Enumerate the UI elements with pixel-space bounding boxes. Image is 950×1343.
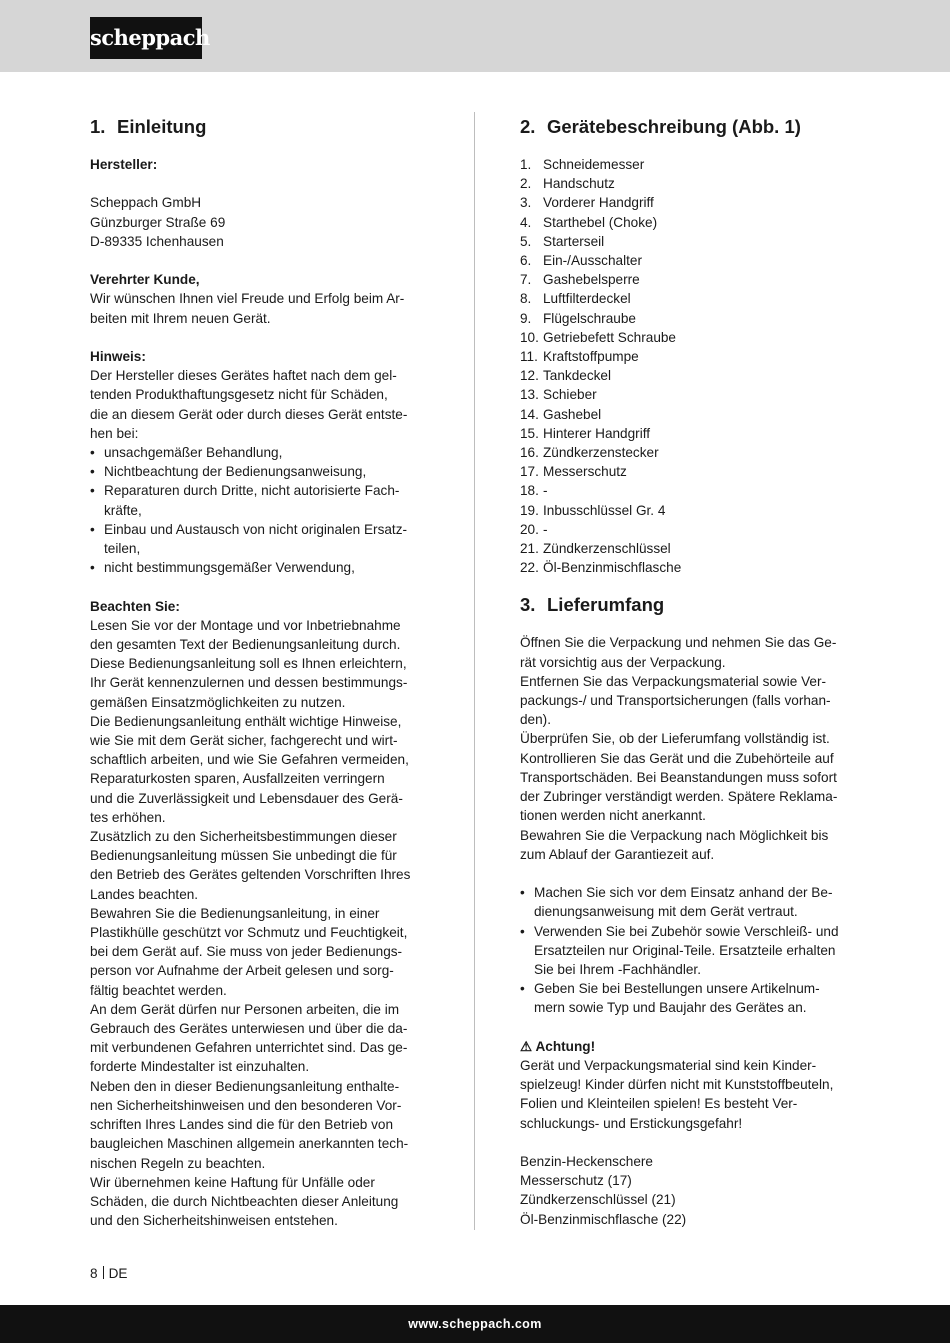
part-item: [520, 155, 860, 174]
list-item: [520, 883, 860, 921]
list-item-line: • unsachgemäßer Behandlung,: [104, 445, 283, 460]
text-line: mit verbundenen Gefahren unterrichtet sind. Das ge-: [90, 1040, 408, 1056]
text-line: baugleichen Maschinen allgemein anerkannten tech-: [90, 1136, 409, 1152]
part-label: Tankdeckel: [543, 368, 612, 384]
text-line: Landes beachten.: [90, 886, 199, 902]
text-line: Bedienungsanleitung müssen Sie unbedingt die für: [90, 848, 397, 864]
part-item: [520, 462, 860, 481]
text-line: Wir wünschen Ihnen viel Freude und Erfolg beim Ar-: [90, 291, 405, 307]
text-line: zum Ablauf der Garantiezeit auf.: [520, 846, 715, 862]
contents-item: Zündkerzenschlüssel (21): [520, 1192, 676, 1208]
list-item-line: Sie bei Ihrem -Fachhändler.: [534, 961, 701, 977]
text-line: der Zubringer verständigt werden. Spätere Reklama-: [520, 789, 838, 805]
section-number: 1.: [90, 116, 106, 137]
text-line: hen bei:: [90, 425, 139, 441]
text-line: und den Sicherheitshinweisen entstehen.: [90, 1213, 338, 1229]
list-item: [520, 979, 860, 1017]
page-number: [90, 1265, 127, 1283]
text-line: den).: [520, 712, 551, 728]
part-number: 12.: [520, 368, 539, 384]
list-item: [520, 922, 860, 980]
warning-icon: ⚠: [520, 1038, 533, 1054]
text-line: Reparaturkosten sparen, Ausfallzeiten verringern: [90, 771, 385, 787]
text-line: Entfernen Sie das Verpackungsmaterial sowie Ver-: [520, 673, 827, 689]
text-line: person vor Aufnahme der Arbeit gelesen und sorg-: [90, 963, 394, 979]
part-label: Öl-Benzinmischflasche: [543, 560, 682, 576]
section-title: Lieferumfang: [547, 594, 665, 616]
part-item: [520, 347, 860, 366]
greeting-text: [90, 289, 430, 327]
text-line: Bewahren Sie die Bedienungsanleitung, in einer: [90, 905, 380, 921]
text-line: Ihr Gerät kennenzulernen und dessen bestimmungs-: [90, 675, 408, 691]
section-number: 2.: [520, 116, 536, 137]
part-item: [520, 385, 860, 404]
text-line: An dem Gerät dürfen nur Personen arbeiten, die im: [90, 1001, 400, 1017]
delivery-bullets: [520, 883, 860, 1017]
address-line: D-89335 Ichenhausen: [90, 233, 224, 249]
part-number: 6.: [520, 253, 532, 269]
text-line: spielzeug! Kinder dürfen nicht mit Kunststoffbeuteln,: [520, 1077, 834, 1093]
part-label: Hinterer Handgriff: [543, 425, 651, 441]
contents-item: Benzin-Heckenschere: [520, 1153, 653, 1169]
part-number: 20.: [520, 521, 539, 537]
part-item: [520, 558, 860, 577]
part-label: Zündkerzenschlüssel: [543, 541, 671, 557]
part-number: 11.: [520, 349, 538, 365]
text-line: Schäden, die durch Nichtbeachten dieser Anleitung: [90, 1193, 399, 1209]
parts-list: [520, 155, 860, 577]
text-line: gemäßen Einsatzmöglichkeiten zu nutzen.: [90, 694, 346, 710]
delivery-contents: [520, 1152, 860, 1229]
manufacturer-address: [90, 193, 430, 251]
address-line: Scheppach GmbH: [90, 195, 202, 211]
warning-text: [520, 1056, 860, 1133]
text-line: Zusätzlich zu den Sicherheitsbestimmungen dieser: [90, 829, 397, 845]
part-number: 22.: [520, 560, 539, 576]
list-item-line: mern sowie Typ und Baujahr des Gerätes an.: [534, 1000, 807, 1016]
part-number: 16.: [520, 445, 539, 461]
part-number: 14.: [520, 406, 539, 422]
text-line: tes erhöhen.: [90, 809, 166, 825]
note-label: Hinweis:: [90, 348, 146, 364]
text-line: schluckungs- und Erstickungsgefahr!: [520, 1115, 743, 1131]
website-link[interactable]: www.scheppach.com: [408, 1317, 542, 1331]
part-number: 1.: [520, 157, 532, 172]
text-line: Lesen Sie vor der Montage und vor Inbetriebnahme: [90, 617, 401, 633]
section-1-heading: [90, 114, 430, 140]
part-item: [520, 232, 860, 251]
part-item: [520, 270, 860, 289]
part-item: [520, 251, 860, 270]
text-line: schaftlich arbeiten, und wie Sie Gefahren vermeiden,: [90, 752, 409, 768]
part-number: 3.: [520, 195, 532, 211]
page-separator: [103, 1266, 104, 1279]
part-number: 5.: [520, 233, 532, 249]
part-item: [520, 193, 860, 212]
text-line: Diese Bedienungsanleitung soll es Ihnen erleichtern,: [90, 656, 407, 672]
section-title: Einleitung: [117, 116, 207, 137]
text-line: Wir übernehmen keine Haftung für Unfälle oder: [90, 1174, 375, 1190]
text-line: Folien und Kleinteilen spielen! Es besteht Ver-: [520, 1096, 798, 1112]
note-text: [90, 366, 430, 443]
text-line: den gesamten Text der Bedienungsanleitung durch.: [90, 637, 401, 653]
part-label: Gashebelsperre: [543, 272, 640, 288]
section-number: 3.: [520, 594, 536, 616]
part-label: Flügelschraube: [543, 310, 636, 326]
text-line: tionen werden nicht anerkannt.: [520, 808, 706, 824]
part-label: Vorderer Handgriff: [543, 195, 654, 211]
part-item: [520, 405, 860, 424]
page-language: DE: [108, 1266, 128, 1281]
list-item-line: teilen,: [104, 541, 141, 557]
part-item: [520, 309, 860, 328]
text-line: Plastikhülle geschützt vor Schmutz und Feuchtigkeit,: [90, 925, 408, 941]
warning-heading: [520, 1037, 860, 1056]
text-line: den Betrieb des Gerätes geltenden Vorschriften Ihres: [90, 867, 411, 883]
part-label: Kraftstoffpumpe: [543, 349, 639, 365]
part-number: 9.: [520, 310, 532, 326]
column-divider: [474, 112, 475, 1230]
text-line: Gerät und Verpackungsmaterial sind kein Kinder-: [520, 1057, 817, 1073]
list-item-line: Ersatzteilen nur Original-Teile. Ersatzteile erhalten: [534, 942, 836, 958]
text-line: und die Zuverlässigkeit und Lebensdauer des Gerä-: [90, 790, 403, 806]
text-line: Neben den in dieser Bedienungsanleitung enthalte-: [90, 1078, 400, 1094]
part-item: [520, 539, 860, 558]
part-label: Luftfilterdeckel: [543, 291, 631, 307]
footer-band: [0, 1305, 950, 1343]
part-label: Starthebel (Choke): [543, 214, 658, 230]
text-line: beiten mit Ihrem neuen Gerät.: [90, 310, 271, 326]
text-line: Überprüfen Sie, ob der Lieferumfang vollständig ist.: [520, 731, 830, 747]
part-label: Messerschutz: [543, 464, 627, 480]
part-number: 17.: [520, 464, 539, 480]
list-item-line: • Reparaturen durch Dritte, nicht autorisierte Fach-: [104, 483, 400, 499]
part-number: 13.: [520, 387, 539, 403]
section-2-heading: [520, 114, 860, 140]
attention-label: Beachten Sie:: [90, 598, 180, 614]
part-item: [520, 213, 860, 232]
text-line: Kontrollieren Sie das Gerät und die Zubehörteile auf: [520, 750, 834, 766]
part-item: [520, 424, 860, 443]
section-3-heading: [520, 592, 860, 618]
text-line: bei dem Gerät auf. Sie muss von jeder Bedienungs-: [90, 944, 403, 960]
part-number: 15.: [520, 425, 539, 441]
part-item: [520, 520, 860, 539]
text-line: rät vorsichtig aus der Verpackung.: [520, 654, 726, 670]
part-number: 7.: [520, 272, 532, 288]
part-label: -: [543, 483, 548, 499]
part-number: 19.: [520, 502, 539, 518]
list-item-line: • Verwenden Sie bei Zubehör sowie Verschleiß- und: [534, 923, 839, 939]
contents-item: Öl-Benzinmischflasche (22): [520, 1211, 687, 1227]
logo-text: scheppach: [90, 25, 210, 50]
text-line: Transportschäden. Bei Beanstandungen muss sofort: [520, 769, 837, 785]
part-number: 2.: [520, 176, 532, 192]
part-item: [520, 501, 860, 520]
list-item-line: • Geben Sie bei Bestellungen unsere Artikelnum-: [534, 981, 820, 997]
contents-item: Messerschutz (17): [520, 1173, 632, 1189]
text-line: nen Sicherheitshinweisen und den besonderen Vor-: [90, 1097, 402, 1113]
text-line: forderte Mindestalter ist einzuhalten.: [90, 1059, 310, 1075]
scheppach-logo: [90, 17, 210, 59]
list-item: [90, 481, 430, 519]
text-line: Bewahren Sie die Verpackung nach Möglichkeit bis: [520, 827, 829, 843]
note-list: [90, 443, 430, 577]
text-line: Der Hersteller dieses Gerätes haftet nach dem gel-: [90, 368, 397, 384]
part-label: Inbusschlüssel Gr. 4: [543, 502, 666, 518]
text-line: die an diesem Gerät oder durch dieses Gerät entste-: [90, 406, 408, 422]
part-label: Gashebel: [543, 406, 602, 422]
part-item: [520, 443, 860, 462]
list-item-line: • Machen Sie sich vor dem Einsatz anhand der Be-: [534, 885, 833, 901]
part-label: Handschutz: [543, 176, 615, 192]
part-label: Starterseil: [543, 233, 605, 249]
part-number: 4.: [520, 214, 532, 230]
part-label: Getriebefett Schraube: [543, 329, 676, 345]
list-item: [90, 462, 430, 481]
part-number: 10.: [520, 329, 539, 345]
text-line: fältig beachtet werden.: [90, 982, 227, 998]
text-line: Gebrauch des Gerätes unterwiesen und über die da-: [90, 1021, 408, 1037]
list-item-line: kräfte,: [104, 502, 142, 518]
list-item: [90, 520, 430, 558]
text-line: packungs-/ und Transportsicherungen (falls vorhan-: [520, 693, 831, 709]
list-item-line: • Nichtbeachtung der Bedienungsanweisung,: [104, 464, 367, 480]
part-item: [520, 174, 860, 193]
left-column: [90, 114, 430, 1230]
part-number: 21.: [520, 541, 539, 557]
part-item: [520, 289, 860, 308]
text-line: Öffnen Sie die Verpackung und nehmen Sie das Ge-: [520, 635, 837, 651]
part-item: [520, 366, 860, 385]
part-number: 8.: [520, 291, 532, 307]
list-item: [90, 558, 430, 577]
manufacturer-label: Hersteller:: [90, 157, 158, 172]
text-line: tenden Produkthaftungsgesetz nicht für Schäden,: [90, 387, 388, 403]
list-item-line: • nicht bestimmungsgemäßer Verwendung,: [104, 560, 355, 576]
delivery-text: [520, 633, 860, 863]
attention-text: [90, 616, 430, 1231]
page-number-value: 8: [90, 1266, 98, 1281]
part-item: [520, 481, 860, 500]
list-item: [90, 443, 430, 462]
text-line: schriften Ihres Landes sind die für den Betrieb von: [90, 1117, 394, 1133]
list-item-line: • Einbau und Austausch von nicht originalen Ersatz-: [104, 521, 408, 537]
section-title: Gerätebeschreibung (Abb. 1): [547, 116, 801, 137]
text-line: nischen Regeln zu beachten.: [90, 1155, 266, 1171]
text-line: Die Bedienungsanleitung enthält wichtige Hinweise,: [90, 713, 402, 729]
greeting-label: Verehrter Kunde,: [90, 272, 200, 288]
right-column: [520, 114, 860, 1229]
part-number: 18.: [520, 483, 539, 499]
part-label: Ein-/Ausschalter: [543, 253, 642, 269]
warning-label: Achtung!: [535, 1038, 596, 1054]
text-line: wie Sie mit dem Gerät sicher, fachgerecht und wirt-: [90, 733, 398, 749]
list-item-line: dienungsanweisung mit dem Gerät vertraut.: [534, 904, 798, 920]
part-label: -: [543, 521, 548, 537]
address-line: Günzburger Straße 69: [90, 214, 226, 230]
part-label: Zündkerzenstecker: [543, 445, 659, 461]
part-label: Schieber: [543, 387, 597, 403]
part-label: Schneidemesser: [543, 157, 645, 172]
part-item: [520, 328, 860, 347]
